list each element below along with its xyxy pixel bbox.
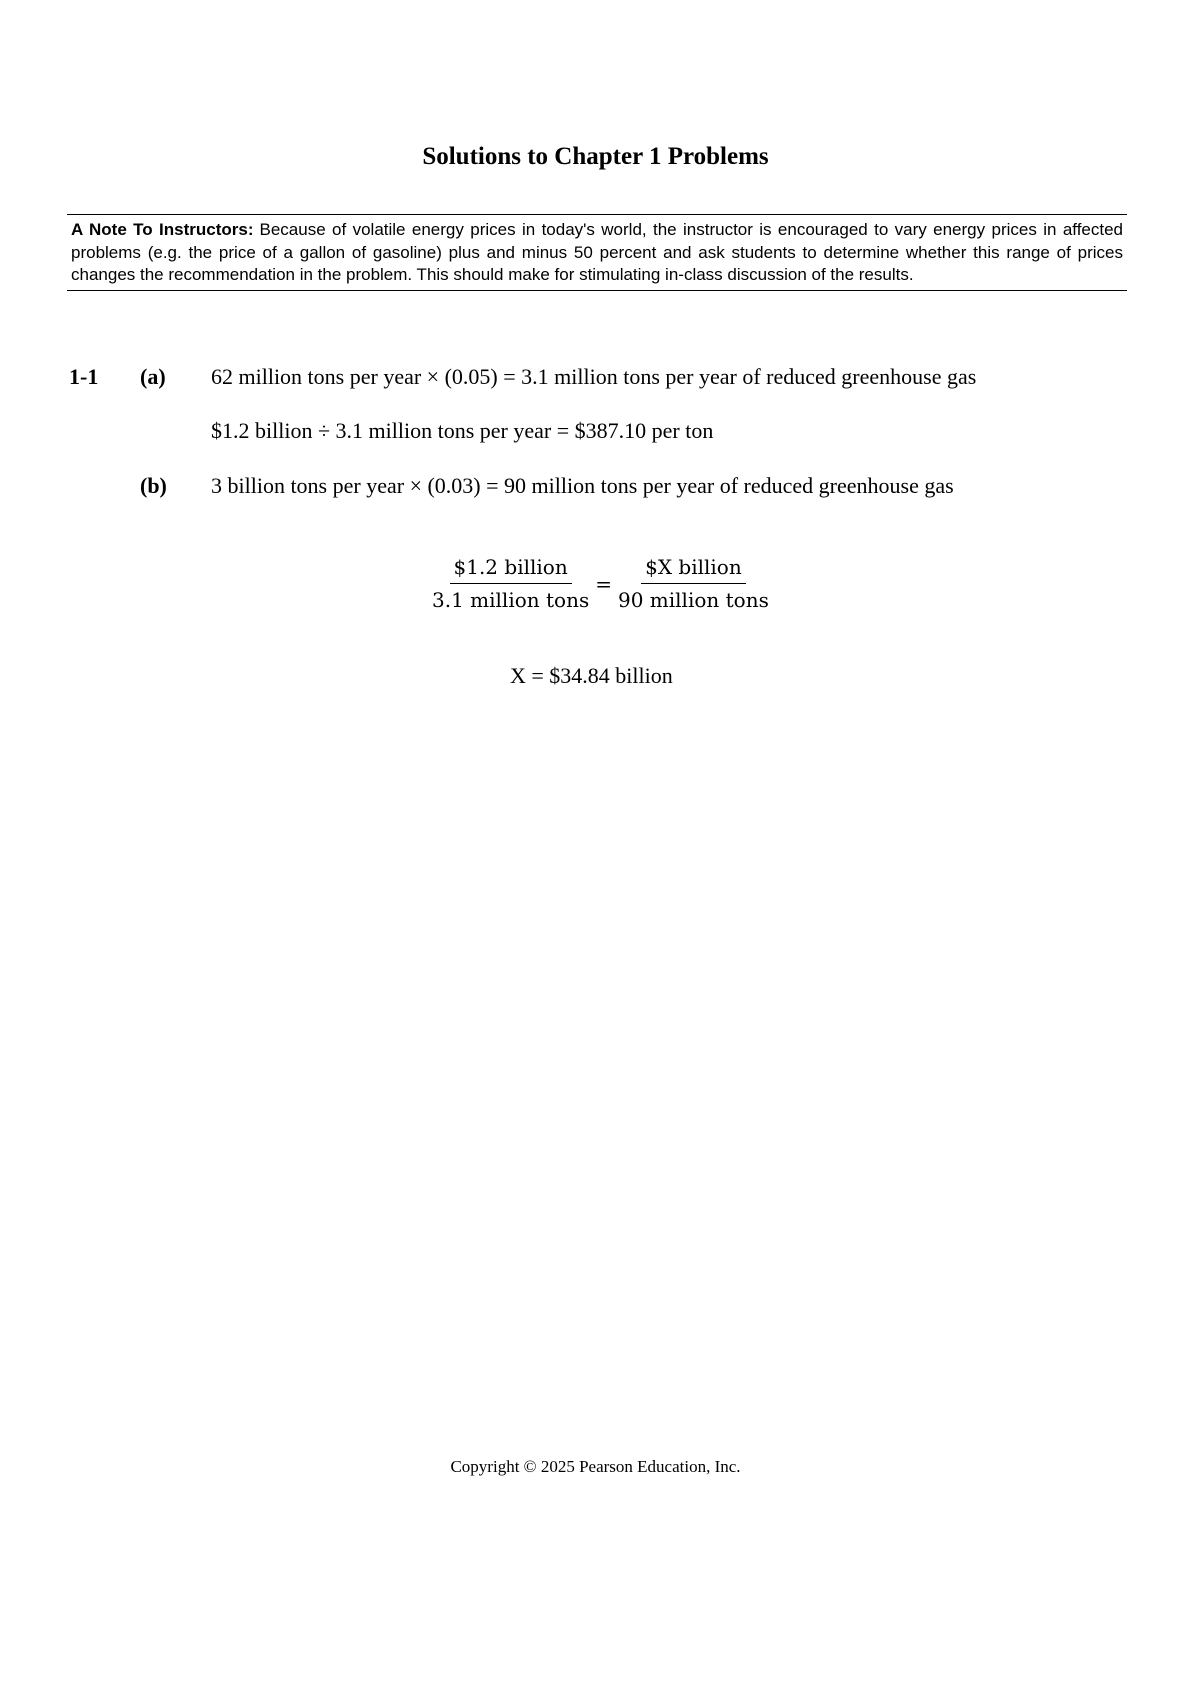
instructor-note (67, 214, 1127, 291)
left-numerator: $1.2 billion (450, 553, 572, 584)
part-b-label: (b) (140, 473, 167, 498)
note-label: A Note To Instructors: (71, 220, 254, 239)
part-a-line-1: 62 million tons per year × (0.05) = 3.1 million tons per year of reduced greenhouse gas (211, 364, 977, 389)
note-text: Because of volatile energy prices in today's world, the instructor is encouraged to vary energy prices in affected problems (e.g. the price of a gallon of gasoline) plus and minus 50 percent and ask students to determine whether this range of prices changes the recommendation in the problem. This should make for stimulating in-class discussion of the results. (71, 220, 1123, 284)
right-fraction (614, 553, 773, 614)
copyright-footer: Copyright © 2025 Pearson Education, Inc. (450, 1457, 741, 1476)
right-denominator: 90 million tons (617, 588, 769, 612)
proportion-equation (428, 553, 773, 614)
part-b-result: X = $34.84 billion (510, 663, 673, 688)
part-a-label: (a) (140, 364, 166, 389)
equals-sign: = (595, 571, 612, 596)
problem-number: 1-1 (69, 364, 99, 389)
right-numerator: $X billion (641, 553, 746, 584)
page-title: Solutions to Chapter 1 Problems (422, 143, 769, 170)
part-b-line-1: 3 billion tons per year × (0.03) = 90 million tons per year of reduced greenhouse gas (211, 473, 954, 498)
part-a-line-2: $1.2 billion ÷ 3.1 million tons per year = $387.10 per ton (211, 418, 714, 443)
left-denominator: 3.1 million tons (432, 588, 590, 612)
left-fraction (428, 553, 593, 614)
